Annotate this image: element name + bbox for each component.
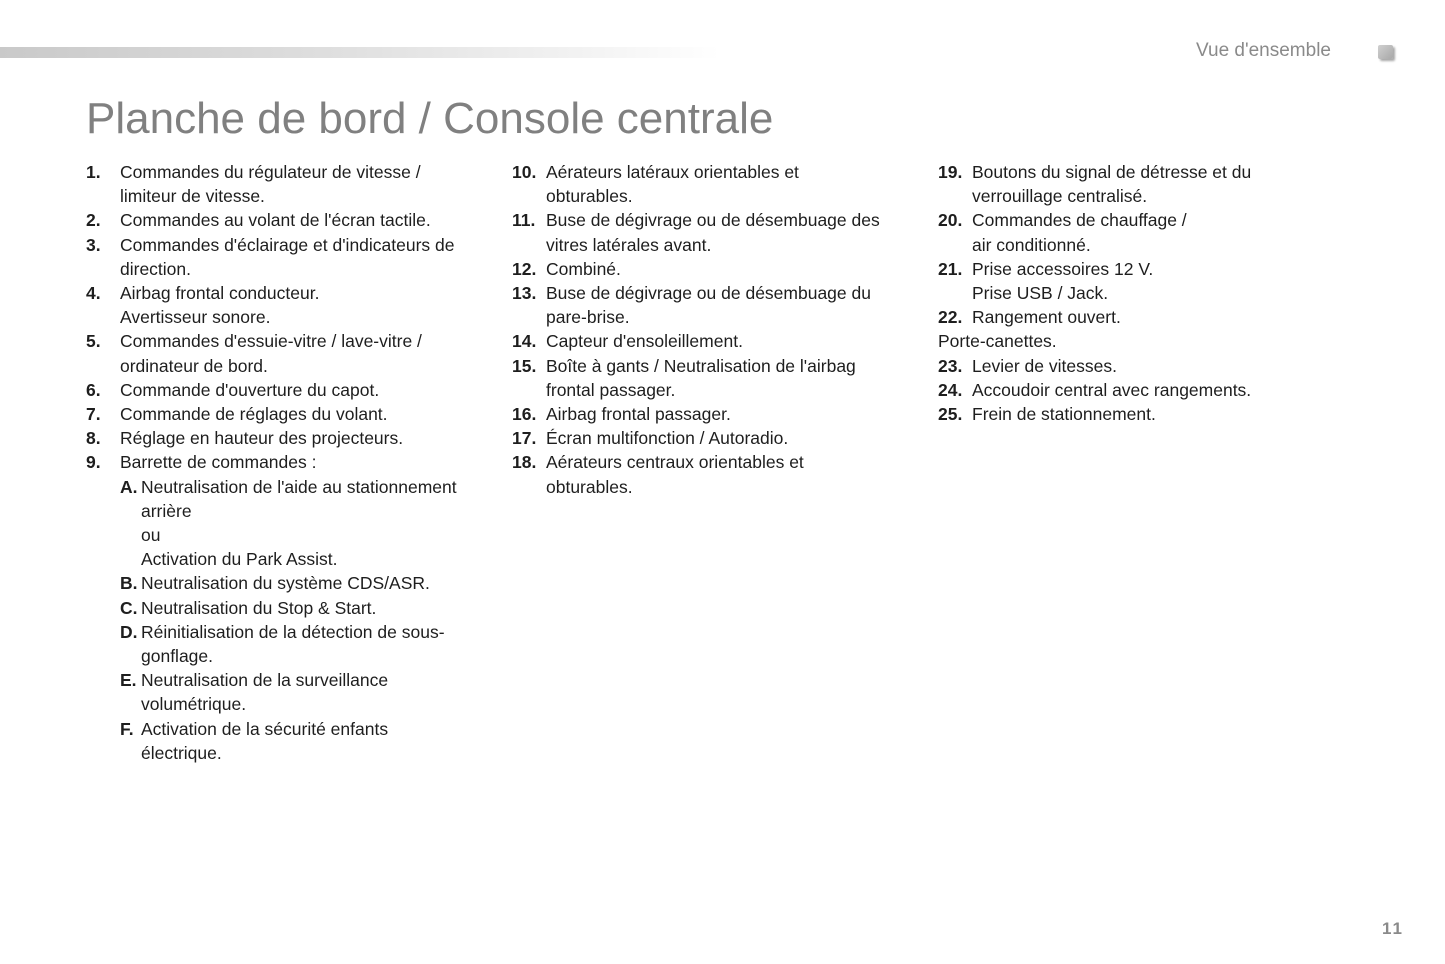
legend-item-18 [512,450,912,498]
header-gradient-bar [0,47,720,58]
subitem-label: A. [120,476,138,497]
subitem-label: B. [120,573,138,594]
legend-item-16 [512,402,912,426]
item-number: 5. [86,331,101,352]
item-text: Commandes d'essuie-vitre / lave-vitre / ordinateur de bord. [120,331,422,376]
legend-subitem-c [120,596,486,620]
item-text: Buse de dégivrage ou de désembuage des vitres latérales avant. [546,210,880,255]
legend-item-2 [86,208,486,232]
legend-item-20 [938,208,1338,256]
legend-item-3 [86,233,486,281]
item-number: 24. [938,379,963,400]
legend-item-23 [938,354,1338,378]
item-number: 18. [512,452,537,473]
item-text: Airbag frontal conducteur. Avertisseur sonore. [120,283,320,328]
item-number: 13. [512,283,537,304]
legend-column-3 [938,160,1338,426]
legend-item-5 [86,329,486,377]
item-number: 11. [512,210,536,231]
legend-subitem-e [120,668,486,716]
item-text: Commandes d'éclairage et d'indicateurs de direction. [120,234,455,279]
legend-column-1 [86,160,486,765]
item-text: Commandes du régulateur de vitesse / limiteur de vitesse. [120,162,421,207]
legend-subitem-d [120,620,486,668]
section-title: Vue d'ensemble [1196,40,1331,61]
item-number: 22. [938,307,963,328]
subitem-text: Réinitialisation de la détection de sous- gonflage. [141,621,445,667]
item-text: Boutons du signal de détresse et du verrouillage centralisé. [972,162,1252,207]
item-number: 7. [86,404,101,425]
item-number: 3. [86,234,101,255]
item-number: 20. [938,210,963,231]
item-number: 10. [512,162,537,182]
legend-item-13 [512,281,912,329]
legend-item-1 [86,160,486,208]
subitem-text: Neutralisation du Stop & Start. [141,597,377,618]
legend-item-6 [86,378,486,402]
legend-item-8 [86,426,486,450]
item-number: 17. [512,428,537,449]
page-title: Planche de bord / Console centrale [86,94,774,143]
item-text: Commandes au volant de l'écran tactile. [120,210,431,231]
item-number: 14. [512,331,537,352]
page-number: 11 [1382,919,1404,938]
legend-item-10 [512,160,912,208]
legend-item-21 [938,257,1338,305]
item-number: 21. [938,258,963,279]
subitem-text: Activation de la sécurité enfants électrique. [141,718,389,763]
legend-item-14 [512,329,912,353]
item-text: Capteur d'ensoleillement. [546,331,743,352]
item-number: 6. [86,379,101,400]
legend-item-4 [86,281,486,329]
legend-item-19 [938,160,1338,208]
item-text: Aérateurs latéraux orientables et obturables. [546,162,799,207]
legend-subitem-a [120,475,486,572]
item-number: 9. [86,452,101,473]
item-text: Réglage en hauteur des projecteurs. [120,428,404,449]
item-text: Accoudoir central avec rangements. [972,379,1252,400]
item-text: Frein de stationnement. [972,404,1156,425]
subitem-label: C. [120,597,138,618]
item-text: Prise accessoires 12 V. Prise USB / Jack. [972,258,1154,304]
legend-item-7 [86,402,486,426]
legend-item-15 [512,354,912,402]
subitem-text: Neutralisation du système CDS/ASR. [141,573,430,594]
item-text: Commande d'ouverture du capot. [120,379,380,400]
item-number: 23. [938,355,963,376]
item-text: Aérateurs centraux orientables et obturables. [546,452,804,497]
item-number: 8. [86,428,101,449]
item-number: 25. [938,404,963,425]
item-text: Commandes de chauffage / air conditionné. [972,210,1187,255]
item-number: 12. [512,258,537,279]
item-text: Buse de dégivrage ou de désembuage du pare-brise. [546,283,871,328]
item-number: 16. [512,404,537,425]
legend-item-11 [512,208,912,256]
item-number: 4. [86,283,101,304]
legend-item-22 [938,305,1338,329]
item-text: Airbag frontal passager. [546,404,731,425]
subitem-label: E. [120,670,137,691]
item-text: Rangement ouvert. [972,307,1121,328]
legend-item-9 [86,450,486,474]
item-text: Écran multifonction / Autoradio. [546,428,789,449]
legend-item-12 [512,257,912,281]
legend-item-25 [938,402,1338,426]
subitem-text: Neutralisation de l'aide au stationnement arrière ou Activation du Park Assist. [141,476,457,570]
legend-item-24 [938,378,1338,402]
subitem-text: Neutralisation de la surveillance volumétrique. [141,670,389,715]
legend-subitem-b [120,571,486,595]
item-22-continuation: Porte-canettes. [938,331,1057,352]
item-text: Combiné. [546,258,621,279]
subitem-label: D. [120,621,138,642]
legend-column-2 [512,160,912,499]
legend-item-17 [512,426,912,450]
item-number: 19. [938,162,963,182]
item-text: Commande de réglages du volant. [120,404,388,425]
item-number: 15. [512,355,537,376]
item-text: Barrette de commandes : [120,452,317,473]
item-text: Levier de vitesses. [972,355,1117,376]
subitem-label: F. [120,718,134,739]
legend-subitem-f [120,717,486,765]
item-text: Boîte à gants / Neutralisation de l'airbag frontal passager. [546,355,856,400]
item-number: 2. [86,210,101,231]
section-marker-icon [1378,45,1393,59]
item-number: 1. [86,162,101,182]
